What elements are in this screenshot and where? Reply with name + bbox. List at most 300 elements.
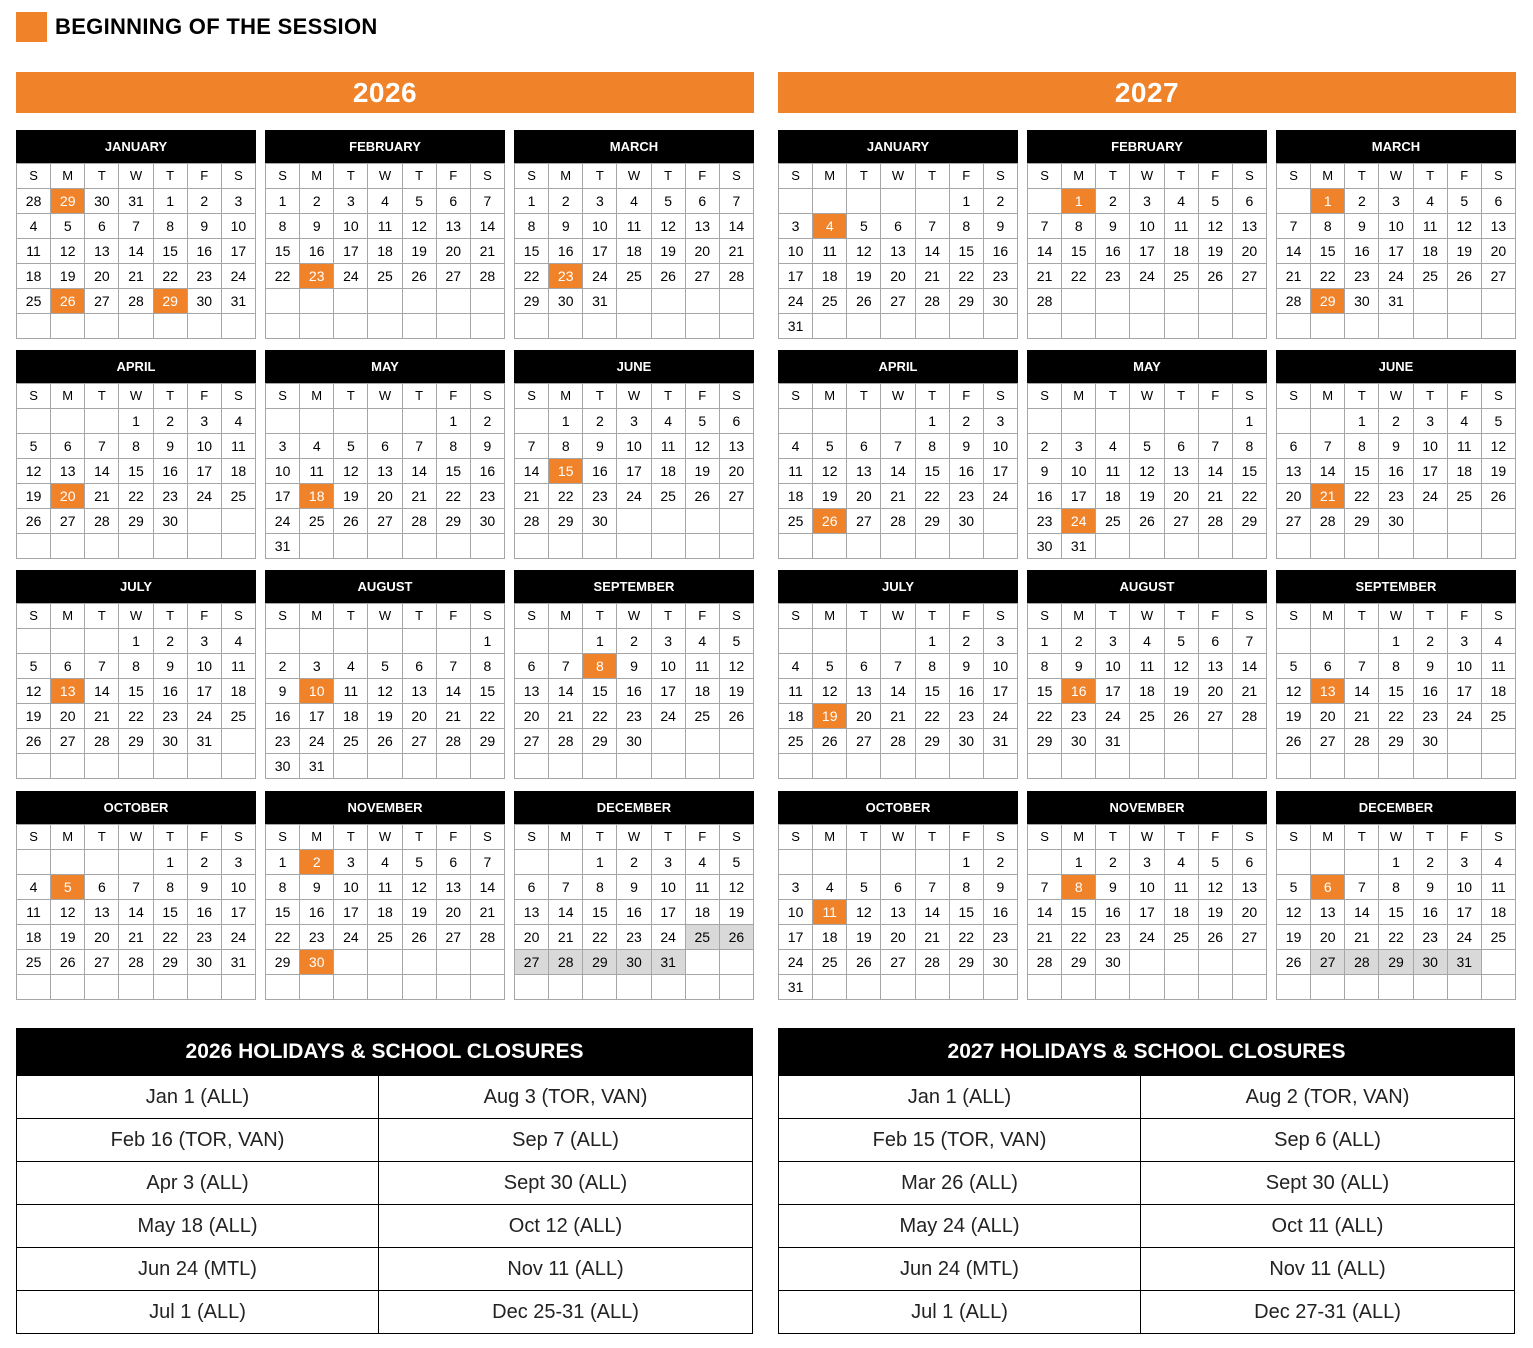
day-cell: 29 [119, 729, 153, 754]
holiday-row [779, 1076, 1515, 1119]
day-cell: 24 [1130, 925, 1164, 950]
week-row [1028, 975, 1267, 1000]
weekday-label: S [1233, 825, 1267, 850]
day-cell: 13 [1165, 459, 1199, 484]
day-cell: 27 [437, 925, 471, 950]
day-cell [1414, 754, 1448, 779]
day-cell [368, 629, 402, 654]
day-cell [1199, 950, 1233, 975]
day-cell: 11 [1130, 654, 1164, 679]
day-cell [779, 629, 813, 654]
day-cell: 9 [300, 214, 334, 239]
month-title: JULY [778, 570, 1018, 603]
day-cell: 3 [222, 189, 256, 214]
day-cell: 17 [1448, 900, 1482, 925]
day-cell: 28 [1345, 729, 1379, 754]
week-row [1277, 975, 1516, 1000]
weekday-label: S [1233, 604, 1267, 629]
weekday-label: S [779, 384, 813, 409]
day-cell: 3 [779, 875, 813, 900]
weekday-label: T [652, 825, 686, 850]
day-cell: 15 [1062, 239, 1096, 264]
day-cell: 9 [1414, 654, 1448, 679]
day-cell [334, 950, 368, 975]
day-cell: 10 [222, 214, 256, 239]
day-cell: 23 [1379, 484, 1413, 509]
day-cell: 2 [1414, 629, 1448, 654]
day-cell [1414, 509, 1448, 534]
day-cell: 20 [1199, 679, 1233, 704]
day-cell: 2 [1062, 629, 1096, 654]
day-cell: 21 [916, 264, 950, 289]
weekday-label: W [368, 164, 402, 189]
day-cell: 20 [368, 484, 402, 509]
day-cell [300, 289, 334, 314]
day-cell: 7 [549, 654, 583, 679]
day-cell: 2 [266, 654, 300, 679]
weekday-label: W [368, 384, 402, 409]
day-cell: 6 [720, 409, 754, 434]
month-grid [16, 163, 256, 339]
week-row [779, 679, 1018, 704]
day-cell: 22 [266, 264, 300, 289]
weekday-header-row [1028, 384, 1267, 409]
week-row [17, 729, 256, 754]
month-september [1276, 570, 1516, 779]
day-cell: 18 [300, 484, 334, 509]
day-cell [847, 534, 881, 559]
day-cell: 30 [1379, 509, 1413, 534]
day-cell: 1 [154, 850, 188, 875]
holiday-cell: Jan 1 (ALL) [17, 1076, 379, 1119]
day-cell: 31 [652, 950, 686, 975]
day-cell: 16 [1096, 900, 1130, 925]
week-row [1028, 509, 1267, 534]
day-cell: 29 [1345, 509, 1379, 534]
day-cell: 21 [515, 484, 549, 509]
day-cell: 29 [1311, 289, 1345, 314]
weekday-header-row [779, 604, 1018, 629]
week-row [515, 754, 754, 779]
day-cell: 13 [881, 900, 915, 925]
month-december [1276, 791, 1516, 1000]
day-cell: 28 [1233, 704, 1267, 729]
week-row [1028, 409, 1267, 434]
holiday-row [17, 1162, 753, 1205]
day-cell [916, 850, 950, 875]
day-cell: 4 [1096, 434, 1130, 459]
weekday-label: S [222, 825, 256, 850]
week-row [17, 900, 256, 925]
weekday-label: S [222, 384, 256, 409]
weekday-label: M [300, 825, 334, 850]
day-cell: 17 [1062, 484, 1096, 509]
day-cell [17, 850, 51, 875]
day-cell: 7 [1277, 214, 1311, 239]
day-cell [85, 850, 119, 875]
day-cell: 6 [1165, 434, 1199, 459]
weekday-header-row [17, 164, 256, 189]
weekday-label: S [515, 164, 549, 189]
day-cell: 23 [300, 264, 334, 289]
day-cell [437, 289, 471, 314]
month-grid [1027, 163, 1267, 339]
weekday-label: T [847, 825, 881, 850]
day-cell: 4 [222, 409, 256, 434]
weekday-label: M [549, 384, 583, 409]
month-march [514, 130, 754, 339]
day-cell: 19 [1277, 704, 1311, 729]
day-cell [813, 754, 847, 779]
day-cell: 4 [686, 850, 720, 875]
day-cell: 20 [85, 264, 119, 289]
day-cell: 21 [549, 925, 583, 950]
day-cell: 13 [515, 679, 549, 704]
week-row [1277, 754, 1516, 779]
week-row [1028, 214, 1267, 239]
day-cell: 28 [471, 925, 505, 950]
day-cell: 14 [471, 214, 505, 239]
week-row [779, 264, 1018, 289]
day-cell: 22 [1233, 484, 1267, 509]
day-cell: 23 [984, 264, 1018, 289]
weekday-header-row [1028, 825, 1267, 850]
day-cell: 29 [119, 509, 153, 534]
day-cell [1165, 950, 1199, 975]
day-cell: 3 [1414, 409, 1448, 434]
day-cell [437, 975, 471, 1000]
week-row [17, 459, 256, 484]
day-cell: 10 [1448, 654, 1482, 679]
day-cell: 6 [51, 654, 85, 679]
day-cell: 30 [549, 289, 583, 314]
day-cell: 14 [85, 459, 119, 484]
day-cell: 23 [188, 264, 222, 289]
day-cell: 4 [334, 654, 368, 679]
week-row [779, 459, 1018, 484]
day-cell: 17 [334, 239, 368, 264]
day-cell: 25 [1414, 264, 1448, 289]
month-title: SEPTEMBER [514, 570, 754, 603]
week-row [515, 925, 754, 950]
legend [16, 12, 378, 42]
day-cell: 18 [1482, 900, 1516, 925]
week-row [779, 850, 1018, 875]
day-cell: 3 [652, 629, 686, 654]
day-cell: 20 [1277, 484, 1311, 509]
day-cell: 2 [617, 850, 651, 875]
month-title: SEPTEMBER [1276, 570, 1516, 603]
day-cell: 13 [437, 214, 471, 239]
weekday-label: M [300, 164, 334, 189]
weekday-label: S [17, 384, 51, 409]
day-cell: 9 [617, 875, 651, 900]
day-cell: 14 [119, 900, 153, 925]
day-cell: 13 [1311, 679, 1345, 704]
day-cell: 16 [1379, 459, 1413, 484]
day-cell: 12 [813, 679, 847, 704]
holiday-cell: Jun 24 (MTL) [17, 1248, 379, 1291]
day-cell: 2 [549, 189, 583, 214]
day-cell [652, 509, 686, 534]
month-title: APRIL [16, 350, 256, 383]
day-cell: 27 [85, 950, 119, 975]
weekday-label: S [984, 825, 1018, 850]
day-cell: 3 [334, 850, 368, 875]
day-cell: 3 [1130, 189, 1164, 214]
week-row [779, 239, 1018, 264]
day-cell: 7 [1345, 654, 1379, 679]
day-cell: 29 [916, 509, 950, 534]
week-row [515, 950, 754, 975]
day-cell: 9 [950, 434, 984, 459]
week-row [17, 679, 256, 704]
day-cell [437, 534, 471, 559]
day-cell: 29 [1379, 950, 1413, 975]
weekday-label: F [1199, 164, 1233, 189]
day-cell: 1 [583, 850, 617, 875]
day-cell: 27 [847, 509, 881, 534]
day-cell [222, 534, 256, 559]
day-cell: 14 [881, 679, 915, 704]
day-cell [686, 534, 720, 559]
week-row [1277, 484, 1516, 509]
day-cell: 4 [17, 875, 51, 900]
day-cell: 20 [437, 239, 471, 264]
day-cell: 27 [686, 264, 720, 289]
day-cell: 19 [1199, 239, 1233, 264]
week-row [779, 950, 1018, 975]
week-row [515, 704, 754, 729]
day-cell: 5 [1277, 654, 1311, 679]
day-cell [549, 975, 583, 1000]
day-cell: 13 [85, 239, 119, 264]
holiday-row [779, 1162, 1515, 1205]
day-cell: 14 [916, 239, 950, 264]
day-cell [17, 534, 51, 559]
day-cell: 21 [1311, 484, 1345, 509]
weekday-label: S [1233, 164, 1267, 189]
day-cell [1482, 729, 1516, 754]
day-cell [1096, 409, 1130, 434]
day-cell [515, 975, 549, 1000]
weekday-label: S [1482, 164, 1516, 189]
week-row [779, 509, 1018, 534]
day-cell: 29 [583, 950, 617, 975]
day-cell: 29 [154, 950, 188, 975]
holiday-row [17, 1076, 753, 1119]
day-cell: 5 [17, 654, 51, 679]
day-cell: 18 [686, 679, 720, 704]
day-cell: 18 [1414, 239, 1448, 264]
day-cell: 13 [437, 875, 471, 900]
weekday-label: T [652, 164, 686, 189]
day-cell [471, 534, 505, 559]
day-cell: 18 [368, 900, 402, 925]
day-cell: 24 [617, 484, 651, 509]
day-cell: 7 [471, 850, 505, 875]
day-cell: 20 [881, 925, 915, 950]
day-cell: 31 [300, 754, 334, 779]
day-cell: 21 [403, 484, 437, 509]
day-cell: 31 [222, 289, 256, 314]
month-title: JUNE [514, 350, 754, 383]
day-cell: 6 [437, 189, 471, 214]
holiday-cell: Oct 11 (ALL) [1141, 1205, 1515, 1248]
day-cell: 10 [779, 900, 813, 925]
day-cell: 24 [652, 704, 686, 729]
day-cell: 13 [1199, 654, 1233, 679]
day-cell [1165, 975, 1199, 1000]
day-cell [652, 754, 686, 779]
day-cell: 18 [222, 679, 256, 704]
day-cell [403, 754, 437, 779]
day-cell [154, 314, 188, 339]
day-cell [1277, 975, 1311, 1000]
day-cell [1448, 729, 1482, 754]
day-cell: 23 [154, 484, 188, 509]
day-cell [437, 314, 471, 339]
weekday-label: W [881, 164, 915, 189]
day-cell [1233, 754, 1267, 779]
day-cell: 9 [583, 434, 617, 459]
day-cell [1062, 314, 1096, 339]
day-cell: 10 [222, 875, 256, 900]
day-cell [1028, 850, 1062, 875]
day-cell [617, 289, 651, 314]
day-cell: 9 [549, 214, 583, 239]
day-cell: 21 [1345, 925, 1379, 950]
day-cell [1345, 314, 1379, 339]
weekday-label: M [1311, 164, 1345, 189]
day-cell: 3 [583, 189, 617, 214]
day-cell [188, 754, 222, 779]
day-cell: 5 [51, 214, 85, 239]
day-cell: 19 [51, 264, 85, 289]
week-row [515, 214, 754, 239]
day-cell: 28 [471, 264, 505, 289]
day-cell: 25 [652, 484, 686, 509]
month-grid [1276, 603, 1516, 779]
day-cell: 2 [950, 409, 984, 434]
day-cell [1062, 409, 1096, 434]
day-cell: 15 [1062, 900, 1096, 925]
week-row [266, 314, 505, 339]
week-row [17, 754, 256, 779]
day-cell: 17 [617, 459, 651, 484]
day-cell: 19 [17, 704, 51, 729]
day-cell [617, 314, 651, 339]
weekday-header-row [779, 825, 1018, 850]
day-cell: 28 [881, 729, 915, 754]
day-cell [119, 754, 153, 779]
day-cell: 27 [1233, 925, 1267, 950]
day-cell: 7 [549, 875, 583, 900]
weekday-label: M [1311, 384, 1345, 409]
day-cell: 2 [617, 629, 651, 654]
day-cell: 13 [1482, 214, 1516, 239]
day-cell: 16 [984, 900, 1018, 925]
day-cell [950, 975, 984, 1000]
day-cell: 23 [188, 925, 222, 950]
day-cell: 29 [549, 509, 583, 534]
day-cell [813, 975, 847, 1000]
day-cell: 19 [403, 900, 437, 925]
calendar-2026 [16, 72, 754, 970]
day-cell [188, 314, 222, 339]
weekday-label: W [1379, 164, 1413, 189]
day-cell: 1 [549, 409, 583, 434]
day-cell [813, 850, 847, 875]
day-cell [1345, 534, 1379, 559]
week-row [1028, 679, 1267, 704]
weekday-label: T [1414, 384, 1448, 409]
weekday-label: M [549, 825, 583, 850]
day-cell: 22 [1311, 264, 1345, 289]
day-cell [188, 975, 222, 1000]
day-cell: 18 [813, 925, 847, 950]
day-cell: 14 [881, 459, 915, 484]
month-title: MAY [1027, 350, 1267, 383]
day-cell [1130, 534, 1164, 559]
day-cell: 23 [583, 484, 617, 509]
week-row [1028, 484, 1267, 509]
week-row [17, 214, 256, 239]
weekday-label: T [154, 604, 188, 629]
day-cell: 12 [17, 679, 51, 704]
day-cell: 31 [222, 950, 256, 975]
day-cell [549, 754, 583, 779]
weekday-label: S [266, 164, 300, 189]
day-cell: 19 [403, 239, 437, 264]
weekday-label: F [188, 384, 222, 409]
month-june [514, 350, 754, 559]
day-cell: 5 [720, 850, 754, 875]
day-cell: 6 [1311, 654, 1345, 679]
day-cell: 4 [368, 850, 402, 875]
day-cell: 25 [686, 925, 720, 950]
day-cell: 11 [17, 900, 51, 925]
weekday-label: M [51, 164, 85, 189]
weekday-label: T [85, 384, 119, 409]
calendar-2027 [778, 72, 1516, 995]
weekday-label: S [1028, 604, 1062, 629]
day-cell [813, 534, 847, 559]
day-cell: 27 [85, 289, 119, 314]
day-cell: 7 [403, 434, 437, 459]
day-cell: 26 [652, 264, 686, 289]
holiday-row [17, 1205, 753, 1248]
day-cell [1277, 850, 1311, 875]
day-cell [1379, 314, 1413, 339]
day-cell: 30 [950, 509, 984, 534]
day-cell [779, 754, 813, 779]
day-cell: 15 [119, 679, 153, 704]
week-row [1277, 534, 1516, 559]
day-cell: 4 [222, 629, 256, 654]
day-cell [652, 314, 686, 339]
day-cell: 21 [471, 239, 505, 264]
day-cell: 30 [154, 509, 188, 534]
day-cell: 18 [334, 704, 368, 729]
day-cell: 26 [1482, 484, 1516, 509]
weekday-label: W [1130, 604, 1164, 629]
day-cell: 30 [617, 950, 651, 975]
day-cell: 4 [813, 875, 847, 900]
week-row [515, 729, 754, 754]
day-cell: 7 [916, 214, 950, 239]
day-cell: 4 [1165, 189, 1199, 214]
